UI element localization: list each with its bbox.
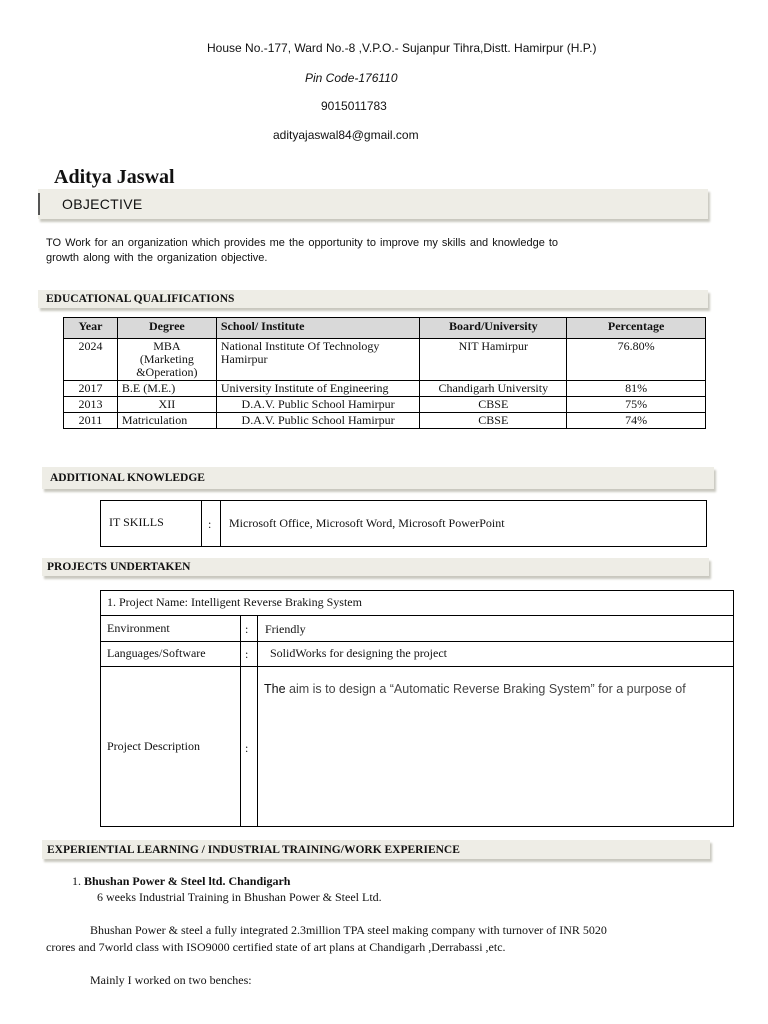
table-header-row: [64, 318, 706, 339]
it-skills-value: Microsoft Office, Microsoft Word, Microsoft PowerPoint: [229, 516, 505, 530]
environment-value: Friendly: [265, 622, 306, 636]
additional-knowledge-header: [42, 467, 714, 489]
it-skills-box: [100, 500, 707, 547]
divider: [101, 615, 733, 616]
table-row: [64, 397, 706, 413]
percentage-cell: 81%: [567, 381, 706, 397]
table-row: [64, 339, 706, 381]
column-header: School/ Institute: [216, 318, 420, 339]
column-header: Degree: [117, 318, 216, 339]
percentage-cell: 74%: [567, 413, 706, 429]
degree-cell: [117, 339, 216, 381]
objective-line: growth along with the organization objective.: [46, 252, 268, 264]
education-title: EDUCATIONAL QUALIFICATIONS: [46, 293, 235, 305]
percentage-cell: 75%: [567, 397, 706, 413]
degree-line: (Marketing: [139, 352, 194, 366]
school-cell: University Institute of Engineering: [216, 381, 420, 397]
table-row: [64, 413, 706, 429]
colon: :: [245, 622, 249, 636]
divider: [240, 616, 241, 826]
company-about-line: Bhushan Power & steel a fully integrated 2.3million TPA steel making company with turnover of INR 5020: [90, 923, 607, 937]
school-cell: D.A.V. Public School Hamirpur: [216, 413, 420, 429]
percentage-cell: 76.80%: [567, 339, 706, 381]
school-line: National Institute Of Technology: [220, 339, 380, 353]
degree-line: MBA: [153, 339, 181, 353]
description-text: [264, 682, 686, 696]
year-cell: 2011: [64, 413, 118, 429]
environment-label: Environment: [107, 621, 170, 635]
school-cell: D.A.V. Public School Hamirpur: [216, 397, 420, 413]
pin-code: Pin Code-176110: [305, 71, 398, 85]
degree-line: &Operation): [136, 365, 198, 379]
section-accent: [38, 193, 40, 215]
board-cell: NIT Hamirpur: [420, 339, 567, 381]
school-cell: [216, 339, 420, 381]
board-cell: CBSE: [420, 397, 567, 413]
objective-title: OBJECTIVE: [62, 196, 143, 212]
column-header: Year: [64, 318, 118, 339]
degree-cell: Matriculation: [117, 413, 216, 429]
experience-header: [42, 840, 710, 859]
objective-text: [46, 236, 656, 266]
description-label: Project Description: [107, 739, 200, 753]
divider: [220, 501, 221, 546]
training-line: 6 weeks Industrial Training in Bhushan Power & Steel Ltd.: [97, 890, 382, 904]
benches-line: Mainly I worked on two benches:: [90, 973, 252, 987]
board-cell: Chandigarh University: [420, 381, 567, 397]
divider: [257, 616, 258, 826]
colon: :: [245, 647, 249, 661]
divider: [101, 641, 733, 642]
candidate-name: Aditya Jaswal: [54, 166, 175, 188]
table-row: [64, 381, 706, 397]
year-cell: 2024: [64, 339, 118, 381]
degree-cell: XII: [117, 397, 216, 413]
experience-title: EXPERIENTIAL LEARNING / INDUSTRIAL TRAINING/WORK EXPERIENCE: [47, 843, 460, 856]
degree-cell: B.E (M.E.): [117, 381, 216, 397]
board-cell: CBSE: [420, 413, 567, 429]
school-line: Hamirpur: [220, 352, 268, 366]
projects-header: [42, 558, 709, 576]
objective-line: TO Work for an organization which provides me the opportunity to improve my skills and knowledge to: [46, 237, 559, 249]
company-about-line: crores and 7world class with ISO9000 certified state of art plans at Chandigarh ,Derrabassi ,etc.: [46, 940, 506, 954]
divider: [201, 501, 202, 546]
company-name: Bhushan Power & Steel ltd. Chandigarh: [84, 874, 291, 888]
description-first-word: The: [264, 682, 286, 696]
description-rest: aim is to design a “Automatic Reverse Braking System” for a purpose of: [285, 682, 686, 696]
additional-knowledge-title: ADDITIONAL KNOWLEDGE: [50, 472, 205, 484]
languages-value: SolidWorks for designing the project: [270, 646, 448, 660]
column-header: Percentage: [567, 318, 706, 339]
education-header: [38, 290, 708, 308]
colon: :: [245, 741, 249, 755]
company-heading: [72, 874, 290, 889]
divider: [101, 666, 733, 667]
project-name: 1. Project Name: Intelligent Reverse Braking System: [107, 595, 362, 609]
email[interactable]: adityajaswal84@gmail.com: [273, 128, 419, 142]
phone-number: 9015011783: [321, 99, 387, 113]
company-number: 1.: [72, 874, 81, 888]
education-table: [63, 317, 706, 429]
colon: :: [208, 517, 212, 531]
year-cell: 2013: [64, 397, 118, 413]
languages-label: Languages/Software: [107, 646, 206, 660]
address: House No.-177, Ward No.-8 ,V.P.O.- Sujanpur Tihra,Distt. Hamirpur (H.P.): [207, 41, 597, 55]
column-header: Board/University: [420, 318, 567, 339]
project-table: [100, 590, 734, 827]
projects-title: PROJECTS UNDERTAKEN: [47, 561, 191, 573]
year-cell: 2017: [64, 381, 118, 397]
objective-header: [38, 189, 708, 219]
it-skills-label: IT SKILLS: [109, 515, 164, 529]
